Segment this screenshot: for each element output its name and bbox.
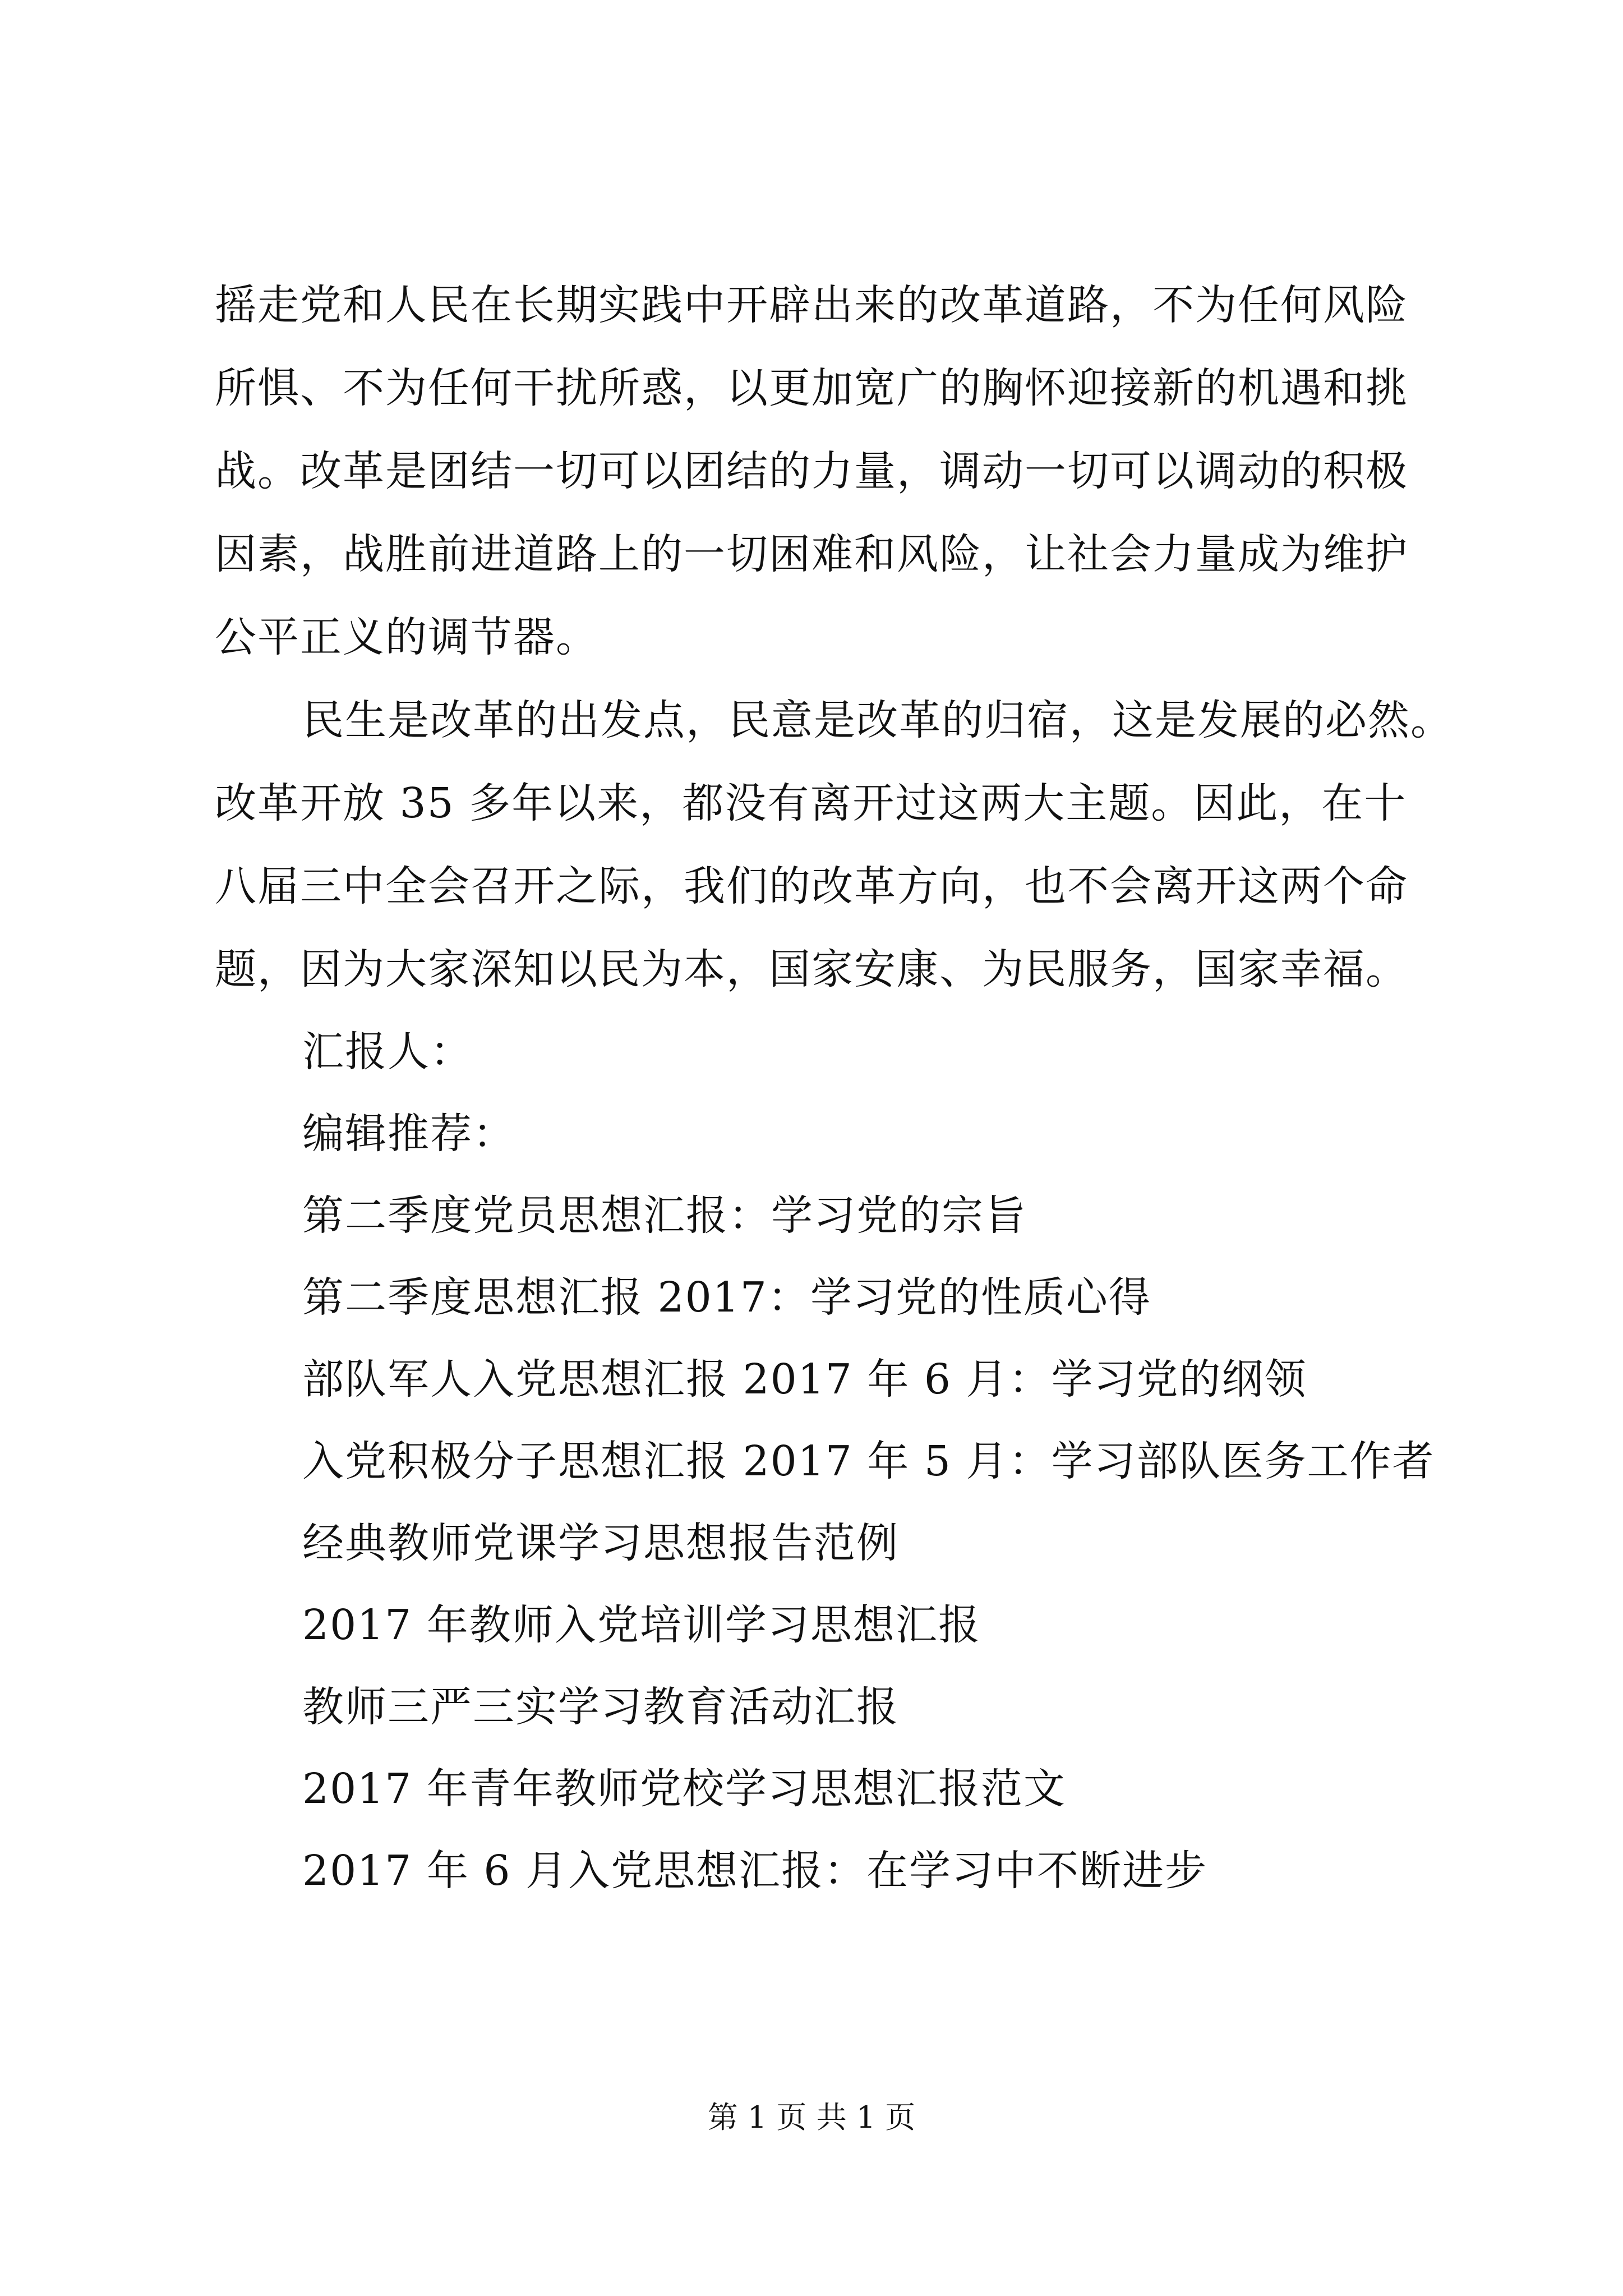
document-body [215, 264, 1453, 1912]
recommended-link[interactable]: 2017 年教师入党培训学习思想汇报 [302, 1601, 981, 1649]
text-line: 因素，战胜前进道路上的一切困难和风险，让社会力量成为维护 [215, 530, 1408, 578]
recommended-link[interactable]: 入党积极分子思想汇报 2017 年 5 月：学习部队医务工作者 [302, 1437, 1435, 1485]
text-line: 战。改革是团结一切可以团结的力量，调动一切可以调动的积极 [215, 447, 1408, 495]
reporter-label: 汇报人： [302, 1028, 473, 1076]
recommended-link[interactable]: 教师三严三实学习教育活动汇报 [302, 1683, 899, 1731]
recommended-link[interactable]: 部队军人入党思想汇报 2017 年 6 月：学习党的纲领 [302, 1355, 1307, 1404]
text-line: 摇走党和人民在长期实践中开辟出来的改革道路，不为任何风险 [215, 281, 1408, 329]
paragraph-2 [215, 679, 1453, 1011]
page-footer: 第 1 页 共 1 页 [707, 2100, 916, 2135]
recommended-list [215, 1175, 1435, 1912]
paragraph-1 [215, 264, 1415, 679]
recommended-link[interactable]: 经典教师党课学习思想报告范例 [302, 1519, 899, 1567]
text-line: 民生是改革的出发点，民意是改革的归宿，这是发展的必然。 [302, 696, 1453, 744]
recommended-link[interactable]: 2017 年青年教师党校学习思想汇报范文 [302, 1765, 1066, 1813]
text-line: 所惧、不为任何干扰所惑，以更加宽广的胸怀迎接新的机遇和挑 [215, 364, 1408, 412]
text-line: 改革开放 35 多年以来，都没有离开过这两大主题。因此，在十 [215, 779, 1407, 827]
recommended-link[interactable]: 第二季度党员思想汇报：学习党的宗旨 [302, 1191, 1027, 1240]
text-line: 题，因为大家深知以民为本，国家安康、为民服务，国家幸福。 [215, 945, 1408, 993]
recommended-link[interactable]: 2017 年 6 月入党思想汇报：在学习中不断进步 [302, 1847, 1207, 1895]
text-line: 公平正义的调节器。 [215, 613, 598, 661]
text-line: 八届三中全会召开之际，我们的改革方向，也不会离开这两个命 [215, 862, 1408, 910]
recommend-heading: 编辑推荐： [302, 1110, 515, 1158]
recommended-link[interactable]: 第二季度思想汇报 2017：学习党的性质心得 [302, 1273, 1151, 1322]
